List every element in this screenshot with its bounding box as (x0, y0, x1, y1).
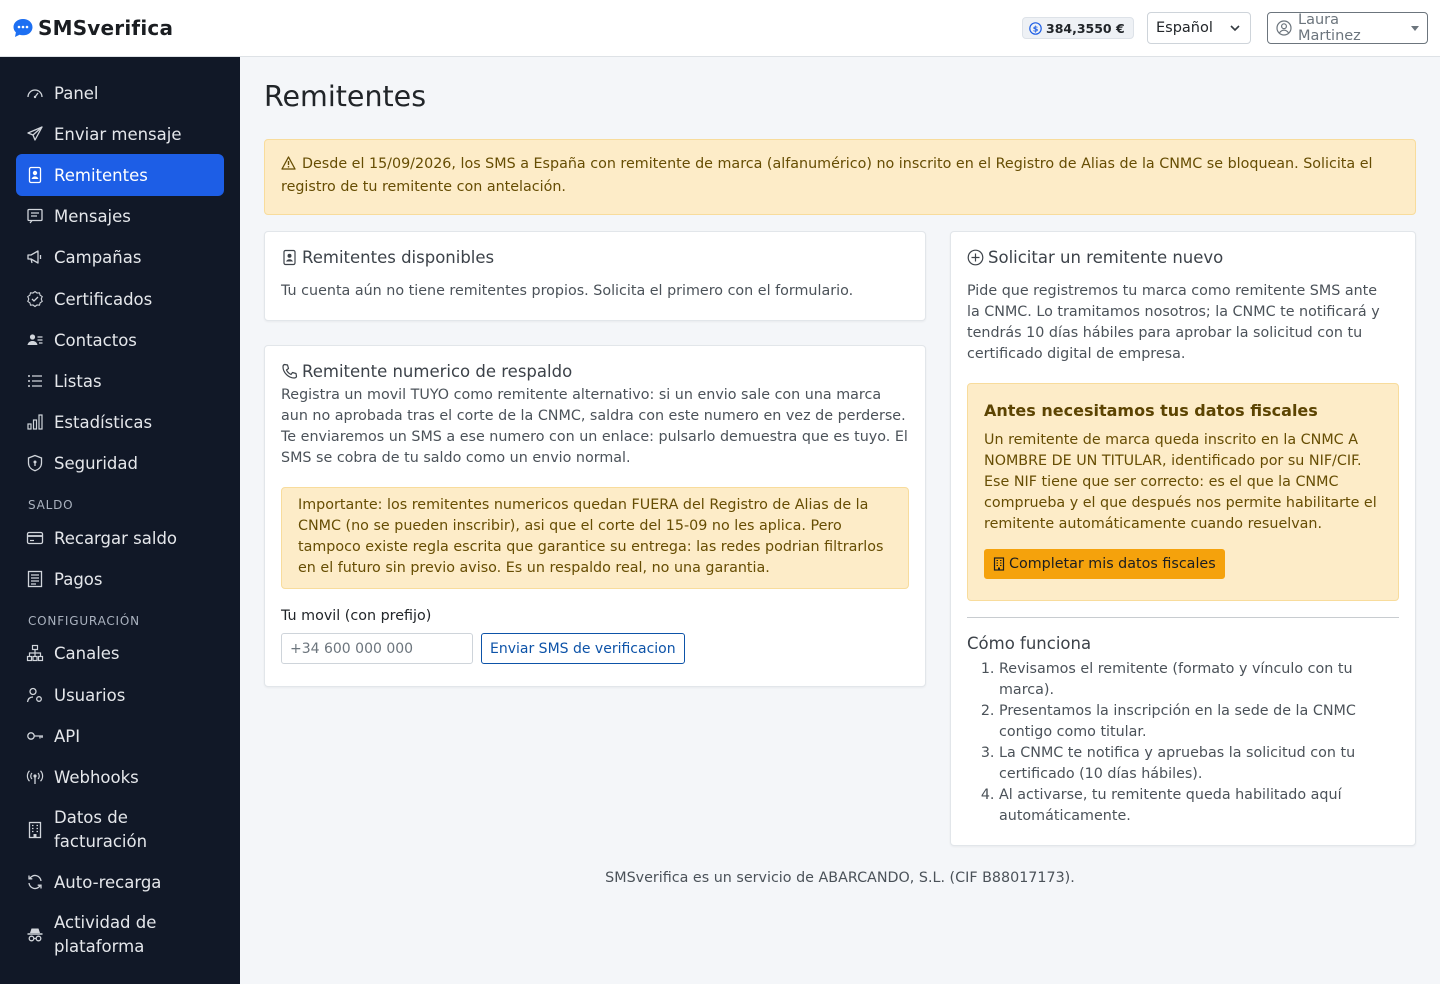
caret-down-icon (1411, 26, 1419, 31)
sidebar-item-label: Actividad de plataforma (54, 913, 157, 956)
sidebar-item-remitentes[interactable] (16, 154, 224, 196)
how-it-works-steps (967, 659, 1399, 827)
certificate-icon (26, 290, 44, 308)
badge-icon (26, 166, 44, 184)
section-label-configuracion: CONFIGURACIÓN (28, 614, 140, 628)
sidebar-item-label: Certificados (54, 289, 153, 309)
cnmc-deadline-alert (264, 139, 1416, 215)
chat-bubble-icon (12, 17, 34, 39)
divider (967, 617, 1399, 618)
sidebar-item-enviar-mensaje[interactable] (16, 113, 224, 155)
sidebar-item-certificados[interactable] (16, 278, 224, 320)
sidebar-item-label: Recargar saldo (54, 528, 178, 548)
sidebar-item-label: Webhooks (54, 767, 139, 787)
refresh-icon (26, 873, 44, 891)
fallback-warning (281, 487, 909, 589)
fiscal-title: Antes necesitamos tus datos fiscales (984, 401, 1318, 420)
sidebar-item-datos-facturacion[interactable] (16, 804, 224, 856)
card-icon (26, 529, 44, 547)
request-sender-card (950, 231, 1416, 846)
building-icon (26, 821, 44, 839)
sidebar-item-label: Campañas (54, 247, 142, 267)
sidebar-item-contactos[interactable] (16, 319, 224, 361)
sidebar-item-label: Remitentes (54, 165, 148, 185)
people-icon (26, 331, 44, 349)
coin-icon (1029, 22, 1042, 35)
list-item: 2. Presentamos la inscripción en la sede de la CNMC contigo como titular. (999, 701, 1399, 743)
balance-amount: 384,3550 € (1046, 20, 1125, 36)
phone-input[interactable] (281, 633, 473, 664)
sidebar-item-label: Enviar mensaje (54, 124, 182, 144)
megaphone-icon (26, 248, 44, 266)
sidebar-item-label: Datos de facturación (54, 808, 148, 851)
send-icon (26, 125, 44, 143)
sidebar-item-label: Listas (54, 371, 102, 391)
sidebar-item-seguridad[interactable] (16, 442, 224, 484)
sidebar-item-webhooks[interactable] (16, 756, 224, 798)
gauge-icon (26, 84, 44, 102)
list-item: 3. La CNMC te notifica y apruebas la solicitud con tu certificado (10 días hábiles). (999, 743, 1399, 785)
plus-circle-icon (967, 249, 984, 266)
chevron-down-icon (1228, 21, 1242, 35)
badge-icon (281, 249, 298, 266)
section-label-saldo: SALDO (28, 498, 74, 512)
building-icon (993, 557, 1005, 571)
alert-text: Desde el 15/09/2026, los SMS a España con remitente de marca (alfanumérico) no inscrito en el Registro de Alias de la CNMC se bloquean. Solicita el registro de tu remitente con antelación. (281, 156, 1373, 195)
card-title-text: Remitente numerico de respaldo (302, 362, 573, 381)
card-title (281, 248, 909, 267)
key-icon (26, 727, 44, 745)
sidebar (0, 57, 240, 984)
sidebar-item-api[interactable] (16, 715, 224, 757)
sidebar-item-label: Seguridad (54, 453, 138, 473)
list-item: 1. Revisamos el remitente (formato y vínculo con tu marca). (999, 659, 1399, 701)
user-menu-button[interactable] (1267, 12, 1428, 44)
card-title-text: Remitentes disponibles (302, 248, 495, 267)
footer: SMSverifica es un servicio de ABARCANDO, S.L. (CIF B88017173). (605, 870, 1075, 886)
diagram-icon (26, 644, 44, 662)
sidebar-item-label: Pagos (54, 569, 103, 589)
chat-icon (26, 207, 44, 225)
sidebar-item-auto-recarga[interactable] (16, 861, 224, 903)
incognito-icon (26, 926, 44, 944)
send-verification-button[interactable]: Enviar SMS de verificacion (481, 633, 685, 664)
user-gear-icon (26, 686, 44, 704)
complete-fiscal-data-label: Completar mis datos fiscales (1009, 556, 1216, 572)
language-value: Español (1156, 20, 1213, 36)
phone-form (281, 633, 909, 664)
sidebar-item-recargar-saldo[interactable] (16, 517, 224, 559)
sidebar-item-label: Usuarios (54, 685, 126, 705)
svg-text:$: $ (1032, 23, 1039, 33)
shield-icon (26, 454, 44, 472)
how-it-works-title: Cómo funciona (967, 634, 1092, 653)
complete-fiscal-data-button[interactable] (984, 549, 1225, 579)
sidebar-item-estadisticas[interactable] (16, 401, 224, 443)
list-item: 4. Al activarse, tu remitente queda habilitado aquí automáticamente. (999, 785, 1399, 827)
sidebar-item-panel[interactable] (16, 72, 224, 114)
fallback-description: Registra un movil TUYO como remitente alternativo: si un envio sale con una marca aun no aprobada tras el corte de la CNMC, saldra con este numero en vez de perderse. Te enviaremos un SMS a ese numero con un enlace: pulsarlo demuestra que es tuyo. El SMS se cobra de tu saldo como un envio normal. (281, 387, 908, 466)
broadcast-icon (26, 768, 44, 786)
bar-chart-icon (26, 413, 44, 431)
sidebar-item-actividad-plataforma[interactable] (16, 909, 224, 961)
warning-triangle-icon (281, 156, 296, 177)
brand-name: SMSverifica (38, 16, 174, 40)
card-title (967, 248, 1399, 267)
receipt-icon (26, 570, 44, 588)
list-icon (26, 372, 44, 390)
brand-logo[interactable] (12, 16, 173, 40)
top-bar (0, 0, 1440, 57)
fiscal-text: Un remitente de marca queda inscrito en la CNMC A NOMBRE DE UN TITULAR, identificado por su NIF/CIF. Ese NIF tiene que ser correcto: es el que la CNMC comprueba y el que después nos permite habilitarte el remitente automáticamente cuando resuelvan. (984, 432, 1377, 532)
sidebar-item-label: API (54, 726, 81, 746)
language-select[interactable] (1147, 12, 1251, 44)
phone-icon (281, 363, 298, 380)
available-senders-card (264, 231, 926, 321)
fiscal-data-notice (967, 383, 1399, 601)
user-name: Laura Martinez (1298, 12, 1361, 44)
request-description: Pide que registremos tu marca como remitente SMS ante la CNMC. Lo tramitamos nosotros; la CNMC te notificará y tendrás 10 días hábiles para aprobar la solicitud con tu certificado digital de empresa. (967, 283, 1380, 362)
sidebar-item-label: Contactos (54, 330, 137, 350)
fallback-warning-text: Importante: los remitentes numericos quedan FUERA del Registro de Alias de la CNMC (no se pueden inscribir), asi que el corte del 15-09 no les aplica. Pero tampoco existe regla escrita que garantice su entrega: las redes podrian filtrarlos en el futuro sin previo aviso. Es un respaldo real, no una garantia. (298, 497, 884, 576)
sidebar-item-usuarios[interactable] (16, 674, 224, 716)
sidebar-item-label: Canales (54, 643, 120, 663)
sidebar-item-label: Mensajes (54, 206, 131, 226)
sidebar-item-label: Auto-recarga (54, 872, 162, 892)
sidebar-item-campanas[interactable] (16, 236, 224, 278)
empty-senders-text: Tu cuenta aún no tiene remitentes propios. Solicita el primero con el formulario. (281, 283, 854, 299)
page-title: Remitentes (264, 80, 427, 113)
user-circle-icon (1276, 20, 1292, 36)
sidebar-item-label: Panel (54, 83, 99, 103)
card-title (281, 362, 909, 381)
sidebar-item-mensajes[interactable] (16, 195, 224, 237)
balance-badge[interactable] (1022, 17, 1134, 39)
sidebar-item-pagos[interactable] (16, 558, 224, 600)
sidebar-item-label: Estadísticas (54, 412, 153, 432)
sidebar-item-listas[interactable] (16, 360, 224, 402)
phone-label: Tu movil (con prefijo) (281, 608, 432, 624)
fallback-sender-card (264, 345, 926, 687)
sidebar-item-canales[interactable] (16, 632, 224, 674)
card-title-text: Solicitar un remitente nuevo (988, 248, 1224, 267)
